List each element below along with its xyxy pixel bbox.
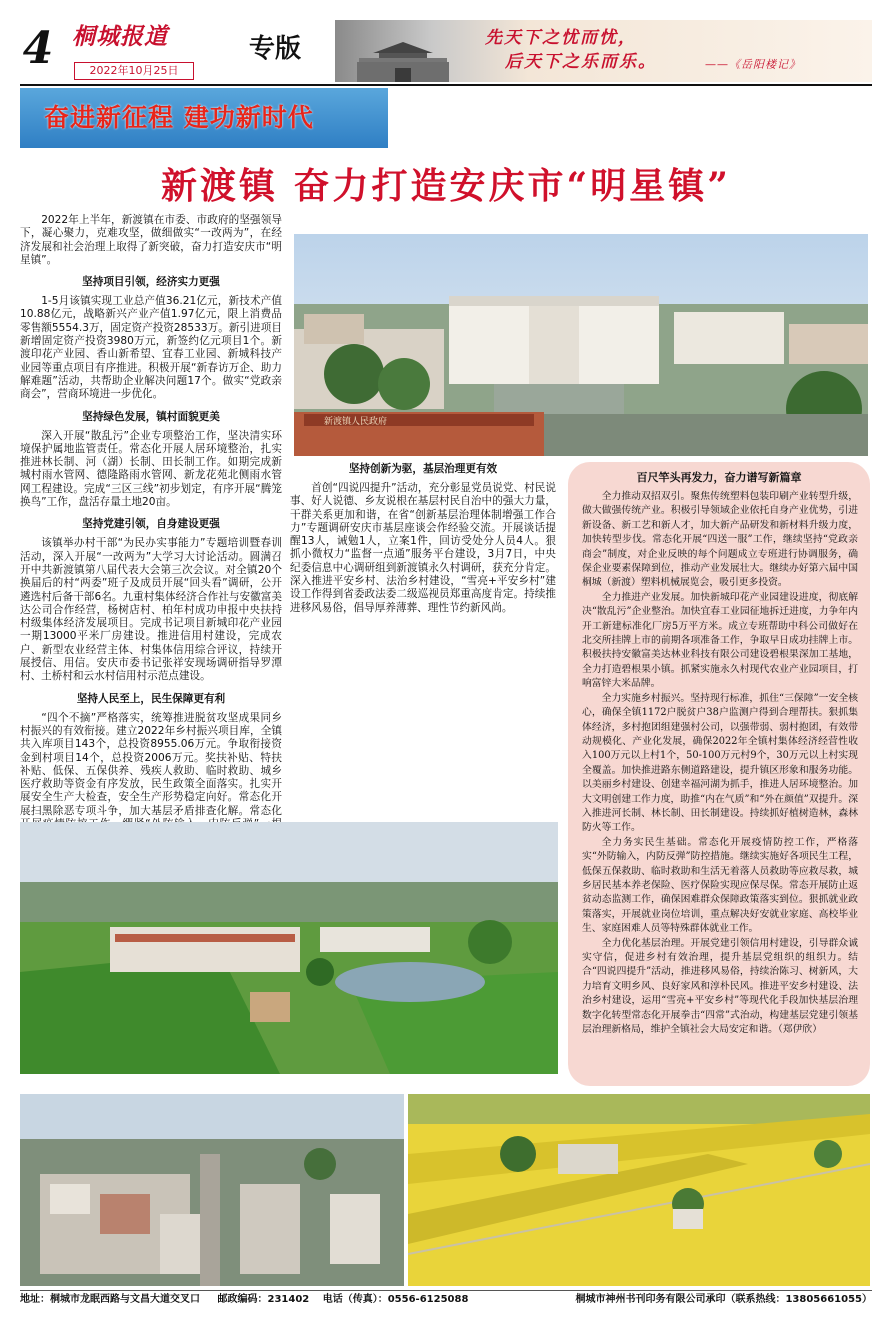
photo-town-aerial-image <box>20 1094 404 1286</box>
masthead-banner <box>335 20 872 82</box>
photo-village-pond <box>20 822 558 1074</box>
masthead-rule <box>20 84 872 86</box>
sidebar-paragraph: 全力优化基层治理。开展党建引领信用村建设，引导群众诚实守信，促进乡村有效治理，提升基层党组织的组织力。结合“四说四提升”活动，推进移风易俗，持续治陈习、树新风，大力培育文明乡风、良好家风和淳朴民风。推进平安乡村建设、法治乡村建设，运用“雪亮+平安乡村”等现代化手段加快基层治理数字化转型常态化开展拳击“四常”式治动，构建基层党建引领基层治理新格局，维护全镇社会大局安定和谐。（郑伊欣） <box>582 937 858 1036</box>
footer-postcode: 邮政编码：231402 <box>217 1294 310 1305</box>
sidebar-paragraph: 全力推进产业发展。加快新城印花产业园建设进度，彻底解决“散乱污”企业整治。加快宜春工业园征地拆迁进度，力争年内开工新建标准化厂房5万平方米。成立专班帮助中科公司做好在北交所挂牌上市的前期各项准备工作，争取早日成功挂牌上市。积极扶持安徽富美达林业科技有限公司建设碧根果深加工基地，全力打造碧根果小镇。抓紧实施永久村现代农业产业园项目，打响富锌大米品牌。 <box>582 591 858 690</box>
sidebar-body <box>582 490 858 1080</box>
article-intro: 2022年上半年，新渡镇在市委、市政府的坚强领导下，凝心聚力，克难攻坚，做细做实“一改两为”，在经济发展和社会治理上取得了新突破，奋力打造安庆市“明星镇”。 <box>20 214 282 266</box>
photo-rapeseed-fields-image <box>408 1094 870 1286</box>
section-heading: 坚持项目引领，经济实力更强 <box>82 276 220 289</box>
theme-banner-text: 奋进新征程 建功新时代 <box>44 103 314 132</box>
quote-source: ——《岳阳楼记》 <box>705 58 801 71</box>
article-column-2 <box>290 462 556 812</box>
section-heading: 坚持绿色发展，镇村面貌更美 <box>82 410 220 423</box>
footer-printer: 桐城市神州书刊印务有限公司承印（联系热线：13805661055） <box>575 1294 872 1305</box>
headline: 新渡镇 奋力打造安庆市“明星镇” <box>161 165 731 207</box>
section-heading: 坚持人民至上，民生保障更有利 <box>76 692 226 705</box>
article-column-1 <box>20 214 282 817</box>
section-title: 专版 <box>248 34 301 64</box>
issue-date: 2022年10月25日 <box>74 62 194 80</box>
quote-line-1: 先天下之忧而忧， <box>485 28 637 48</box>
article-paragraph: 1-5月该镇实现工业总产值36.21亿元，新技术产值10.88亿元，战略新兴产业产值1.97亿元，限上消费品零售额5554.3万，固定资产投资28533万。新引进项目新增固定资产投资3980万元，新签约亿元项目1个。新渡印花产业园、香山新希望、宜春工业园、新城科技产业园等重点项目有序推进。积极开展“新春访万企、助力解难题”活动，共帮助企业解决问题17个。做实“党政亲商会”，营商环境进一步优化。 <box>20 295 282 401</box>
photo-village-pond-image <box>20 822 558 1074</box>
article-paragraph: 深入开展“散乱污”企业专项整治工作，坚决清实环境保护属地监管责任。常态化开展人居环境整治，扎实推进林长制、河（湖）长制、田长制工作。如期完成新城村雨水管网、德隆路雨水管网、新龙花苑北侧雨水管网工程建设。完成“三区三线”初步划定，有序开展“腾笼换鸟”工作，盘活存量土地20亩。 <box>20 429 282 509</box>
sidebar-paragraph: 全力推动双招双引。聚焦传统塑料包装印刷产业转型升级，做大做强传统产业。积极引导领域企业依托自身产业优势，引进新设备、新工艺和新人才，加大新产品研发和新材料升级力度，加快转型步伐。常态化开展“四送一服”工作，继续坚持“党政亲商会”制度，对企业反映的每个问题成立专班进行协调服务，确保企业要素保障到位，推动产业发展壮大。继续办好第六届中国桐城（新渡）塑料机械展览会，吸引更多投资。 <box>582 491 858 589</box>
photo-town-aerial <box>20 1094 404 1286</box>
footer-address: 地址：桐城市龙眠西路与文昌大道交叉口 <box>20 1294 200 1305</box>
theme-banner <box>20 88 388 148</box>
section-heading: 坚持创新为驱，基层治理更有效 <box>348 463 498 475</box>
photo-rapeseed-fields <box>408 1094 870 1286</box>
article-paragraph: 首创“四说四提升”活动，充分彰显党员说党、村民说事、好人说德、乡友说根在基层村民自治中的强大力量，干群关系更加和谐，在省“创新基层治理体制增强工作合力”专题调研安庆市基层座谈会作经验交流。开展谈话提醒13人，诫勉1人，立案1件，回访受处分人员4人。狠抓小微权力“监督一点通”服务平台建设，3月7日，中央纪委信息中心调研组到新渡镇永久村调研，获充分肯定。深入推进平安乡村、法治乡村建设，“雪亮+平安乡村”建设工作得到省委政法委二级巡视员郑重高度肯定。持续推进移风易俗，倡导厚养薄葬、理性节约新风尚。 <box>290 482 556 614</box>
sidebar-paragraph: 全力实施乡村振兴。坚持现行标准，抓住“三保障”一安全核心，确保全镇1172户脱贫户38户监测户得到合理帮扶。狠抓集体经济，多村抱团组建强村公司，以强带弱、弱村抱团，有效带动规模化、产业化发展，确保2022年全镇村集体经济经营性收入100万元以上村1个，50-100万元村9个，30万元以上村实现全覆盖。加快推进路东侧道路建设，提升镇区形象和服务功能。以美丽乡村建设、创建幸福河湖为抓手，推进人居环境整治。加大文明创建工作力度，助推“内在气质”和“外在颜值”双提升。深入推进河长制、林长制、田长制建设。持续抓好植树造林，森林防火等工作。 <box>582 692 858 834</box>
article-paragraph: 该镇举办村干部“为民办实事能力”专题培训暨春训活动，深入开展“一改两为”大学习大讨论活动。圆满召开中共新渡镇第八届代表大会第三次会议。对全镇20个换届后的村“两委”班子及成员开展“回头看”调研，公开遴选村后备干部6名。九重村集体经济合作社与安徽富美达公司合作经营，杨树店村、柏年村成功申报中央扶持村级集体经济发展项目。完成书记项目新城印花产业园一期13000平米厂房建设。推进信用村建设，完成农户、新型农业经营主体、村集体信用综合评议，持续开展授信、用信。安庆市委书记张祥安现场调研指导罗潭村、土桥村和云水村信用村示范点建设。 <box>20 537 282 683</box>
photo-town-government-image <box>294 234 868 456</box>
page-number: 4 <box>22 23 54 74</box>
photo-town-government <box>294 234 868 456</box>
sidebar-box <box>568 462 870 1086</box>
footer-phone: 电话（传真）：0556-6125088 <box>322 1294 469 1305</box>
footer <box>20 1290 872 1309</box>
quote-line-2: 后天下之乐而乐。 <box>505 52 657 72</box>
article-paragraph: “四个不摘”严格落实，统筹推进脱贫攻坚成果同乡村振兴的有效衔接。建立2022年乡村振兴项目库，全镇共入库项目143个，总投资8955.06万元。争取衔接资金到村项目14个，总投资2006万元。奖扶补贴、特扶补贴、低保、五保供养、残疾人救助、临时救助、城乡医疗救助等资金有序发放，民生政策全面落实。扎实开展安全生产大检查，安全生产形势稳定向好。常态化开展扫黑除恶专项斗争，加大基层矛盾排查化解。常态化 <box>20 711 282 817</box>
section-heading: 坚持党建引领，自身建设更强 <box>82 518 220 531</box>
sidebar-paragraph: 全力务实民生基础。常态化开展疫情防控工作，严格落实“外防输入，内防反弹”防控措施。继续实施好各项民生工程，低保五保救助、临时救助和生活无着落人员救助等应救尽救，城乡居民基本养老保险、医疗保险实现应保尽保。常态开展防止返贫动态监测工作，确保困难群众保障政策落实到位。狠抓就业政策落实，开展就业岗位培训，重点解决好安就业家庭、高校毕业生、家庭困难人员等特殊群体就业工作。 <box>582 836 858 935</box>
city-gate-illustration <box>357 40 449 82</box>
masthead <box>20 20 872 82</box>
sidebar-title: 百尺竿头再发力，奋力谱写新篇章 <box>636 471 802 484</box>
paper-name: 桐城报道 <box>72 23 168 50</box>
photo-sign-text: 新渡镇人民政府 <box>324 416 388 426</box>
